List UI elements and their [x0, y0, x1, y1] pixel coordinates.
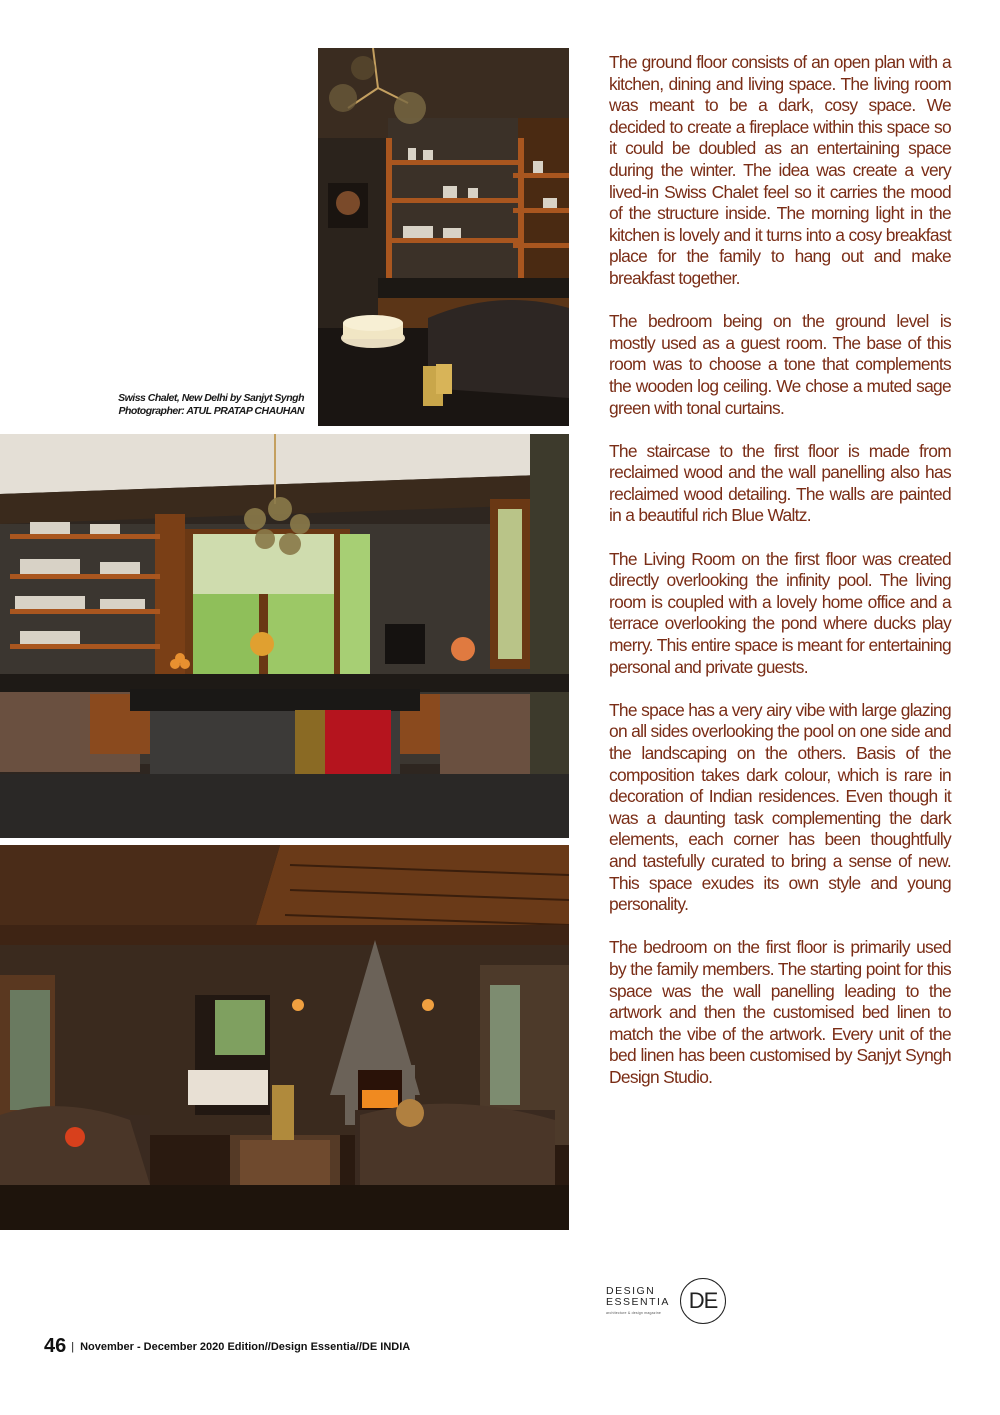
logo-tagline: architecture & design magazine: [606, 1311, 662, 1315]
caption-project: Swiss Chalet, New Delhi by Sanjyt Syngh: [118, 392, 304, 404]
logo-line-design: DESIGN: [606, 1285, 656, 1297]
photo-caption: [44, 392, 304, 418]
article-paragraph: The space has a very airy vibe with large glazing on all sides overlooking the pool on one side and the landscaping on the others. Basis of the composition takes dark colour, which is rare in decoration of Indian residences. Even though it was a daunting task complementing the dark elements, each corner has been thoughtfully and tastefully curated to bring a sense of new. This space exudes its own style and young personality.: [609, 699, 951, 915]
article-paragraph: The bedroom on the first floor is primarily used by the family members. The starting point for this space was the wall panelling leading to the artwork and then the customised bed linen to match the vibe of the artwork. Every unit of the bed linen has been customised by Sanjyt Syngh Design Studio.: [609, 937, 951, 1087]
design-essentia-logo: [606, 1276, 730, 1326]
article-paragraph: The Living Room on the first floor was created directly overlooking the infinity pool. The living room is coupled with a lovely home office and a terrace overlooking the pond where ducks play merry. This entire space is meant for entertaining personal and private guests.: [609, 548, 951, 677]
page-number: 46: [44, 1335, 67, 1357]
footer-edition: November - December 2020 Edition//: [80, 1341, 271, 1353]
kitchen-dining-image: [0, 434, 569, 838]
living-room-image: [0, 845, 569, 1230]
kitchen-shelves-image: [318, 48, 569, 426]
logo-wordmark: [606, 1286, 670, 1308]
article-paragraph: The ground floor consists of an open plan with a kitchen, dining and living space. The living room was meant to be a dark, cosy space. We decided to create a fireplace within this space so it could be doubled as an entertaining space during the winter. The idea was create a very lived-in Swiss Chalet feel so it carries the mood of the structure inside. The morning light in the kitchen is lovely and it turns into a cosy breakfast place for the family to hang out and make breakfast together.: [609, 52, 951, 288]
photo-kitchen-dining: [0, 434, 569, 838]
logo-de-mark: DE: [680, 1278, 726, 1324]
page-footer: [44, 1335, 410, 1355]
article-body: [609, 52, 951, 1110]
article-paragraph: The bedroom being on the ground level is mostly used as a guest room. The base of this room was to choose a tone that complements the wooden log ceiling. We chose a muted sage green with tonal curtains.: [609, 311, 951, 418]
article-paragraph: The staircase to the first floor is made from reclaimed wood and the wall panelling also has reclaimed wood detailing. The walls are painted in a beautiful rich Blue Waltz.: [609, 440, 951, 526]
caption-photographer: Photographer: ATUL PRATAP CHAUHAN: [118, 405, 304, 417]
photo-living-room: [0, 845, 569, 1230]
logo-line-essentia: ESSENTIA: [606, 1296, 670, 1308]
footer-brand: Design Essentia//DE INDIA: [270, 1341, 411, 1353]
photo-kitchen-shelves: [318, 48, 569, 426]
footer-separator: |: [71, 1341, 75, 1353]
